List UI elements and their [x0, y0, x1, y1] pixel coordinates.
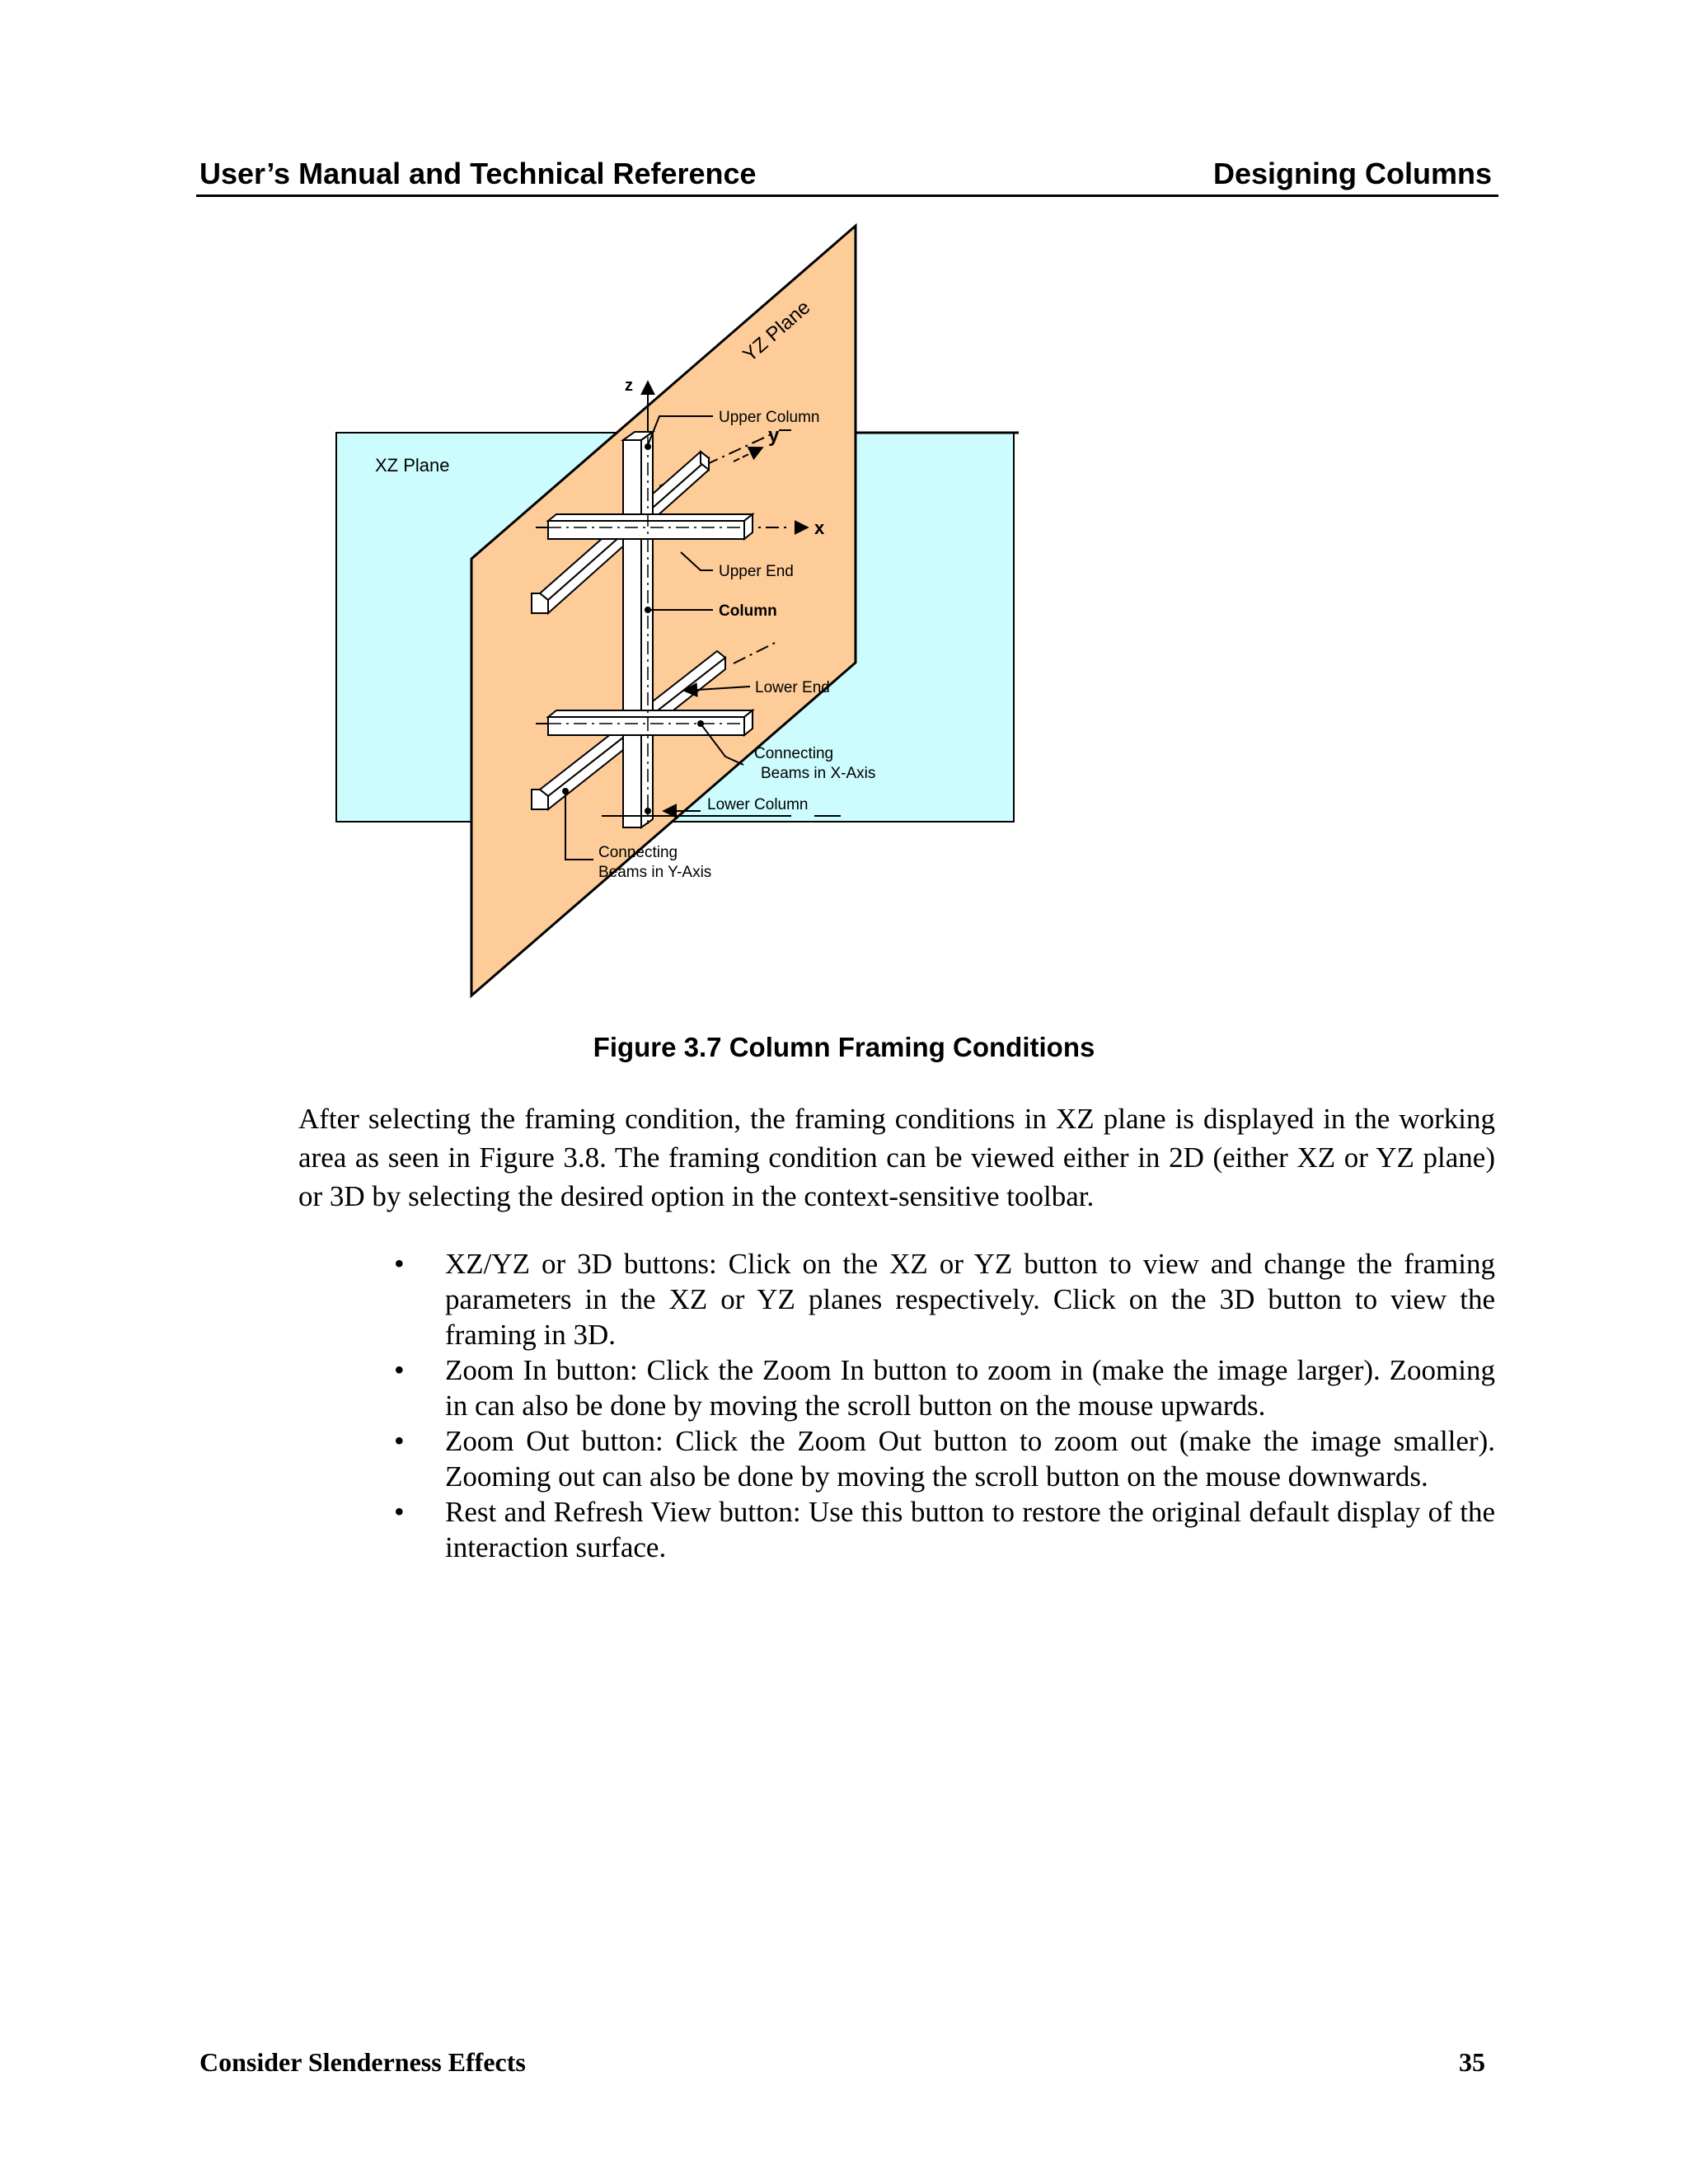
x-axis-label: x [814, 518, 825, 538]
z-axis-label: z [625, 377, 633, 395]
connecting-x-label-line2: Beams in X-Axis [761, 765, 876, 782]
bullet-reset-view: • Rest and Refresh View button: Use this button to restore the original default display of the interaction surface. [445, 1494, 1495, 1565]
connecting-y-label-line2: Beams in Y-Axis [598, 864, 712, 881]
column-framing-figure [313, 214, 1055, 1005]
upper-end-label: Upper End [719, 563, 794, 580]
bullet-xz-yz-3d: • XZ/YZ or 3D buttons: Click on the XZ or YZ button to view and change the framing parameters in the XZ or YZ planes respectively. Click on the 3D button to view the framing in 3D. [445, 1246, 1495, 1352]
yz-plane-label: YZ Plane [738, 296, 815, 367]
bullet-list [445, 1246, 1495, 1565]
column-label: Column [719, 602, 777, 620]
upper-x-beam [548, 514, 753, 539]
xz-plane-label: XZ Plane [375, 455, 450, 476]
connecting-x-label-line1: Connecting [754, 745, 834, 762]
lower-x-beam [548, 710, 753, 735]
bullet-zoom-out: • Zoom Out button: Click the Zoom Out button to zoom out (make the image smaller). Zooming out can also be done by moving the scroll button on the mouse downwards. [445, 1423, 1495, 1494]
lower-end-label: Lower End [755, 679, 830, 696]
framing-diagram [313, 214, 1055, 1005]
connecting-y-label-line1: Connecting [598, 844, 678, 861]
lower-column-label: Lower Column [707, 796, 809, 813]
header-title: User’s Manual and Technical Reference [199, 157, 757, 190]
page-footer [198, 2047, 1498, 2083]
footer-section: Consider Slenderness Effects [199, 2047, 526, 2077]
y-axis-label: y [768, 424, 780, 447]
figure-caption: Figure 3.7 Column Framing Conditions [593, 1032, 1095, 1062]
header-chapter: Designing Columns [1212, 157, 1492, 190]
body-paragraph: After selecting the framing condition, the framing conditions in XZ plane is displayed in the working area as seen in Figure 3.8. The framing condition can be viewed either in 2D (either XZ or YZ plane) or 3D by selecting the desired option in the context-sensitive toolbar. [298, 1103, 1495, 1212]
upper-column-label: Upper Column [719, 409, 820, 426]
bullet-zoom-in: • Zoom In button: Click the Zoom In button to zoom in (make the image larger). Zooming in can also be done by moving the scroll button on the mouse upwards. [445, 1352, 1495, 1423]
page-number: 35 [1459, 2047, 1485, 2077]
page-header [196, 157, 1498, 197]
